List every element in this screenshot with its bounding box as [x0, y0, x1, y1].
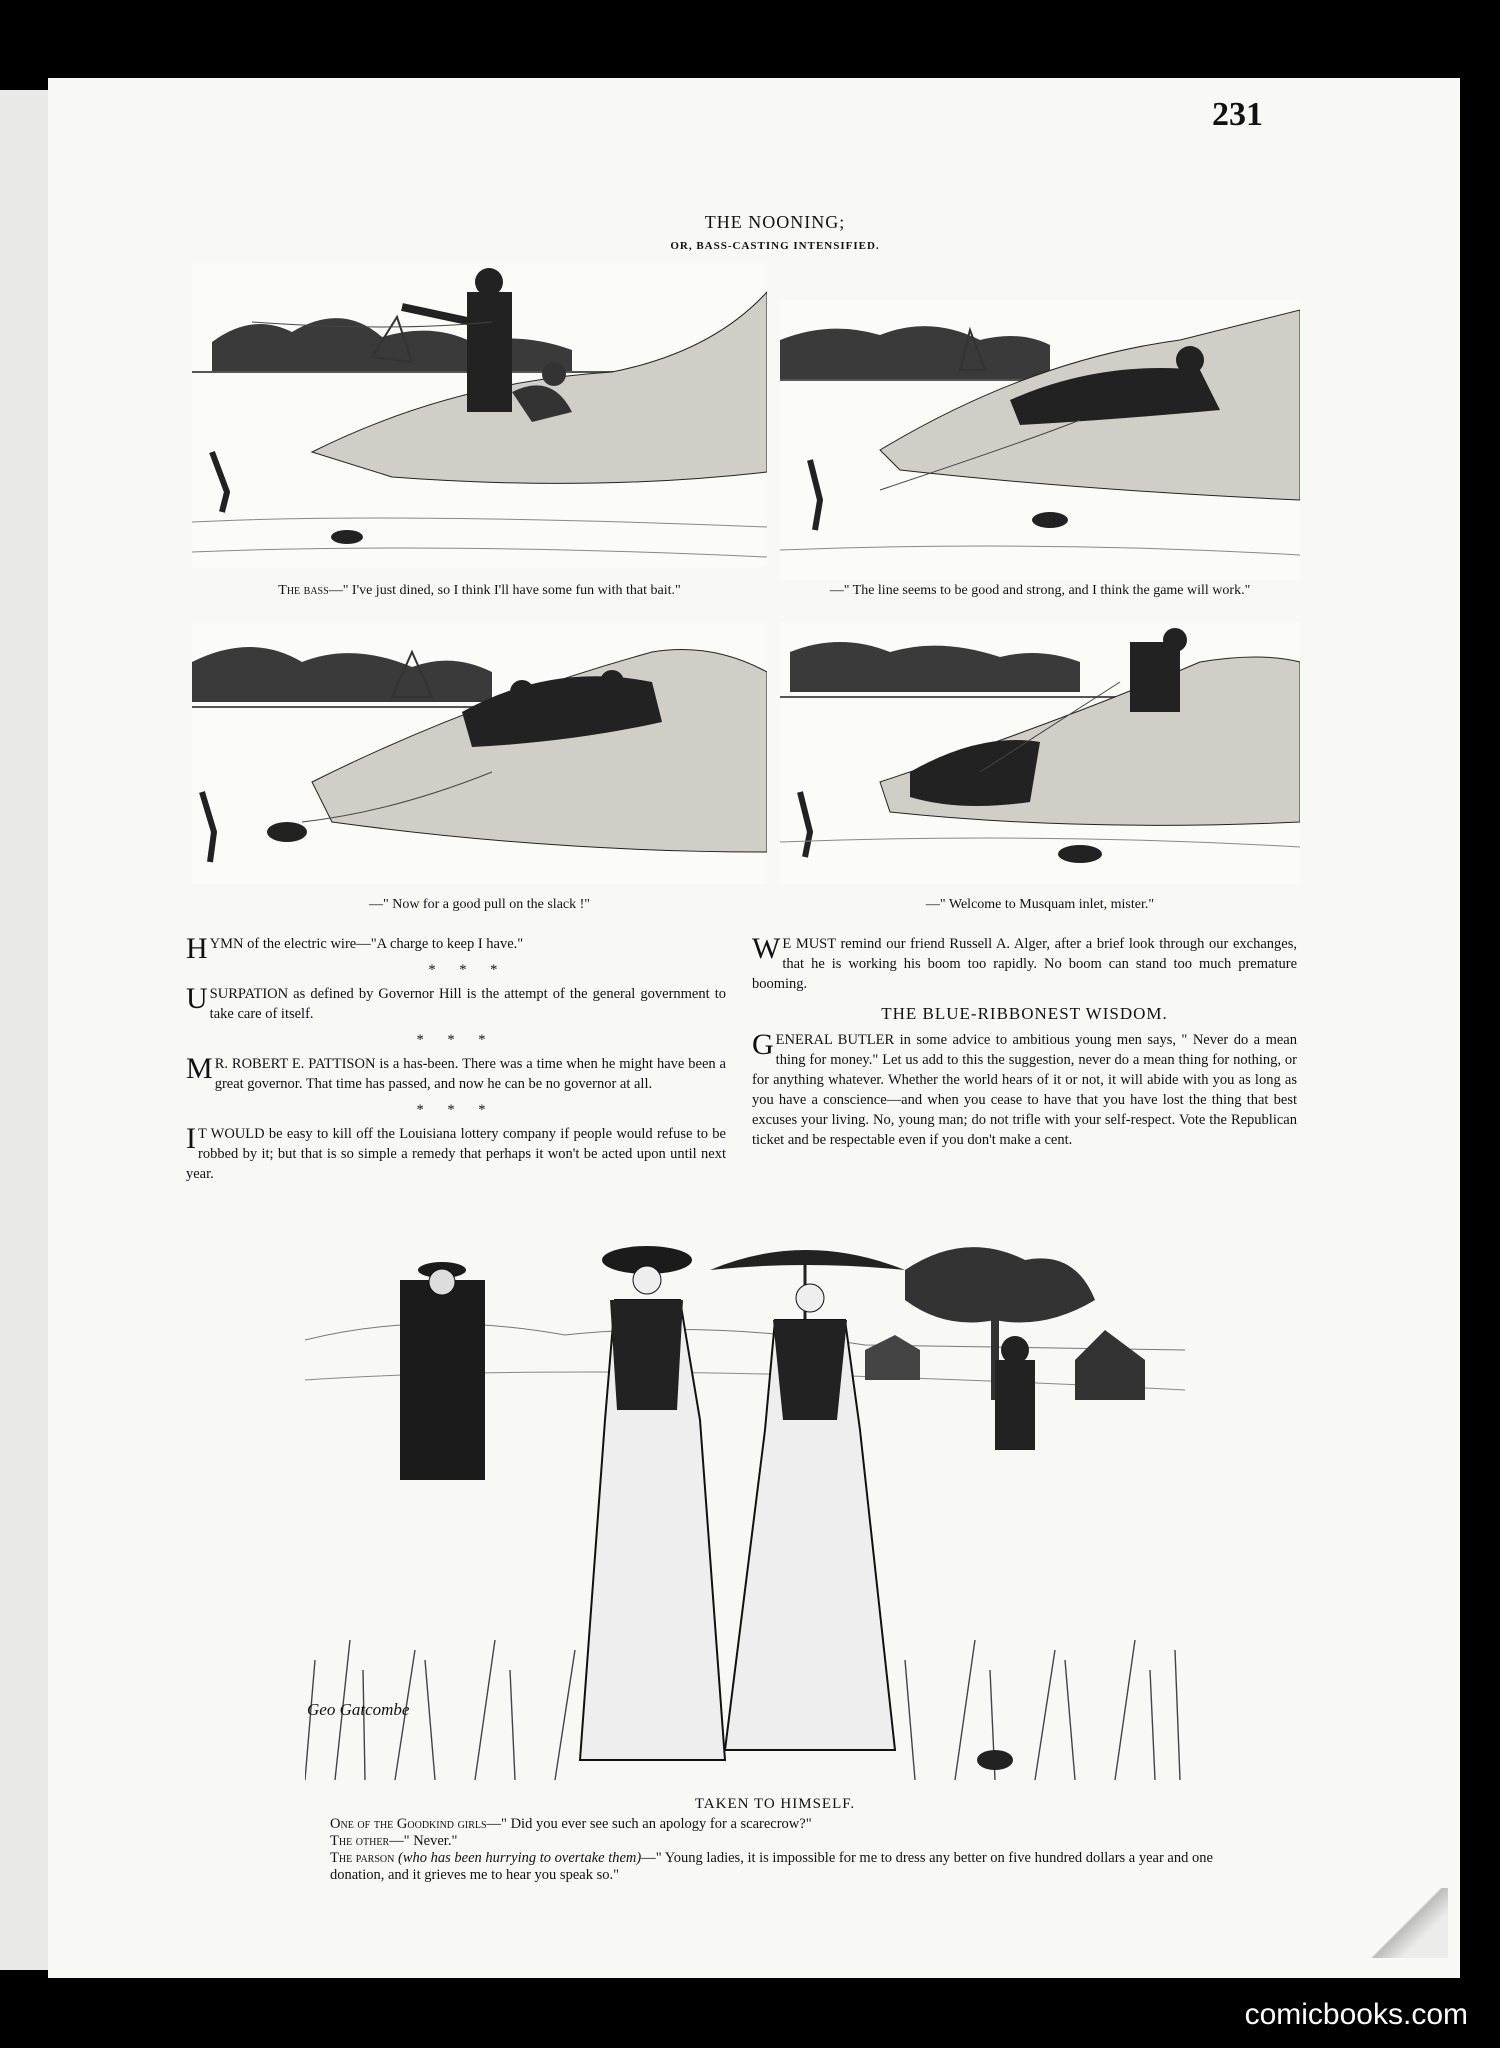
paragraph-text: T WOULD be easy to kill off the Louisiana lottery company if people would refuse to be robbed by it; but that is so simple a remedy that perhaps it won't be acted upon until next year.	[186, 1126, 726, 1182]
drop-cap: I	[186, 1122, 196, 1155]
artist-signature: Geo Gatcombe	[307, 1700, 410, 1719]
comic-panel-4	[780, 622, 1300, 884]
dialogue-speaker: The other	[330, 1833, 390, 1849]
comic-panel-3	[192, 622, 767, 884]
drop-cap: M	[186, 1052, 213, 1085]
fishing-scene-illustration	[192, 262, 767, 567]
caption-speaker: The bass	[278, 583, 329, 598]
comic-panel-2	[780, 300, 1300, 580]
dialogue-aside: (who has been hurrying to overtake them)	[397, 1850, 642, 1866]
page-title: THE NOONING;	[704, 212, 846, 232]
article-heading: THE BLUE-RIBBONEST WISDOM.	[881, 1004, 1168, 1023]
panel-3-caption: —" Now for a good pull on the slack !"	[369, 897, 590, 912]
drop-cap: W	[752, 932, 781, 965]
separator: * * *	[428, 962, 508, 978]
paragraph-text: YMN of the electric wire—"A charge to keep I have."	[209, 936, 524, 952]
taken-to-himself-illustration	[305, 1240, 1185, 1780]
page-subtitle: OR, BASS-CASTING INTENSIFIED.	[670, 240, 880, 252]
dialogue-speaker: The parson	[330, 1850, 395, 1866]
drop-cap: H	[186, 932, 208, 965]
fishing-scene-illustration	[780, 300, 1300, 580]
page-corner-curl	[1368, 1888, 1448, 1958]
separator: * * *	[416, 1102, 496, 1118]
paragraph-usurpation	[186, 984, 726, 1024]
dialogue-text: —" Did you ever see such an apology for a scarecrow?"	[486, 1816, 812, 1832]
dialogue-line	[330, 1833, 1220, 1850]
separator: * * *	[416, 1032, 496, 1048]
paragraph-hymn	[186, 932, 726, 965]
fishing-scene-illustration	[780, 622, 1300, 884]
cartoon-title: TAKEN TO HIMSELF.	[694, 1796, 856, 1812]
page-number: 231	[1212, 96, 1263, 133]
paragraph-text: E MUST remind our friend Russell A. Alger, after a brief look through our exchanges, that he is working his boom too rapidly. No boom can stand too much premature booming.	[752, 936, 1297, 992]
panel-2-caption: —" The line seems to be good and strong, and I think the game will work."	[829, 583, 1251, 598]
drop-cap: G	[752, 1028, 774, 1061]
meadow-scene-illustration	[305, 1240, 1185, 1780]
dialogue-text: —" Never."	[389, 1833, 458, 1849]
left-column-text	[186, 934, 726, 1190]
dialogue-speaker: One of the Goodkind girls	[330, 1816, 487, 1832]
paragraph-alger	[752, 934, 1297, 994]
paragraph-text: R. ROBERT E. PATTISON is a has-been. There was a time when he might have been a great governor. That time has passed, and now he can be no governor at all.	[214, 1056, 726, 1092]
dialogue-line	[330, 1816, 1220, 1833]
fishing-scene-illustration	[192, 622, 767, 884]
right-column-text	[752, 934, 1297, 1156]
dialogue-text: —" Young ladies, it is impossible for me to dress any better on five hundred dollars a year and one donation, and it grieves me to hear you speak so."	[330, 1850, 1213, 1883]
book-spine	[0, 90, 51, 1970]
panel-4-caption: —" Welcome to Musquam inlet, mister."	[925, 897, 1155, 912]
paragraph-text: SURPATION as defined by Governor Hill is the attempt of the general government to take care of itself.	[209, 986, 726, 1022]
paragraph-lottery	[186, 1124, 726, 1184]
paragraph-text: ENERAL BUTLER in some advice to ambitious young men says, " Never do a mean thing for money." Let us add to this the suggestion, never do a mean thing for nothing, or for anything whatever. Whether the world hears of it or not, it will abide with you as long as you have a conscience—and when you cease to have that you have lost the thing that best excuses your living. No, young man; do not trifle with your self-respect. Vote the Republican ticket and be respectable even if you don't make a cent.	[752, 1032, 1297, 1148]
paragraph-butler	[752, 1030, 1297, 1150]
cartoon-dialogue	[330, 1816, 1220, 1884]
dialogue-line	[330, 1850, 1220, 1884]
comic-panel-1	[192, 262, 767, 567]
drop-cap: U	[186, 982, 208, 1015]
watermark: comicbooks.com	[1244, 1998, 1468, 2031]
panel-1-caption	[192, 583, 767, 599]
paragraph-pattison	[186, 1054, 726, 1094]
caption-text: —" I've just dined, so I think I'll have some fun with that bait."	[328, 583, 681, 598]
